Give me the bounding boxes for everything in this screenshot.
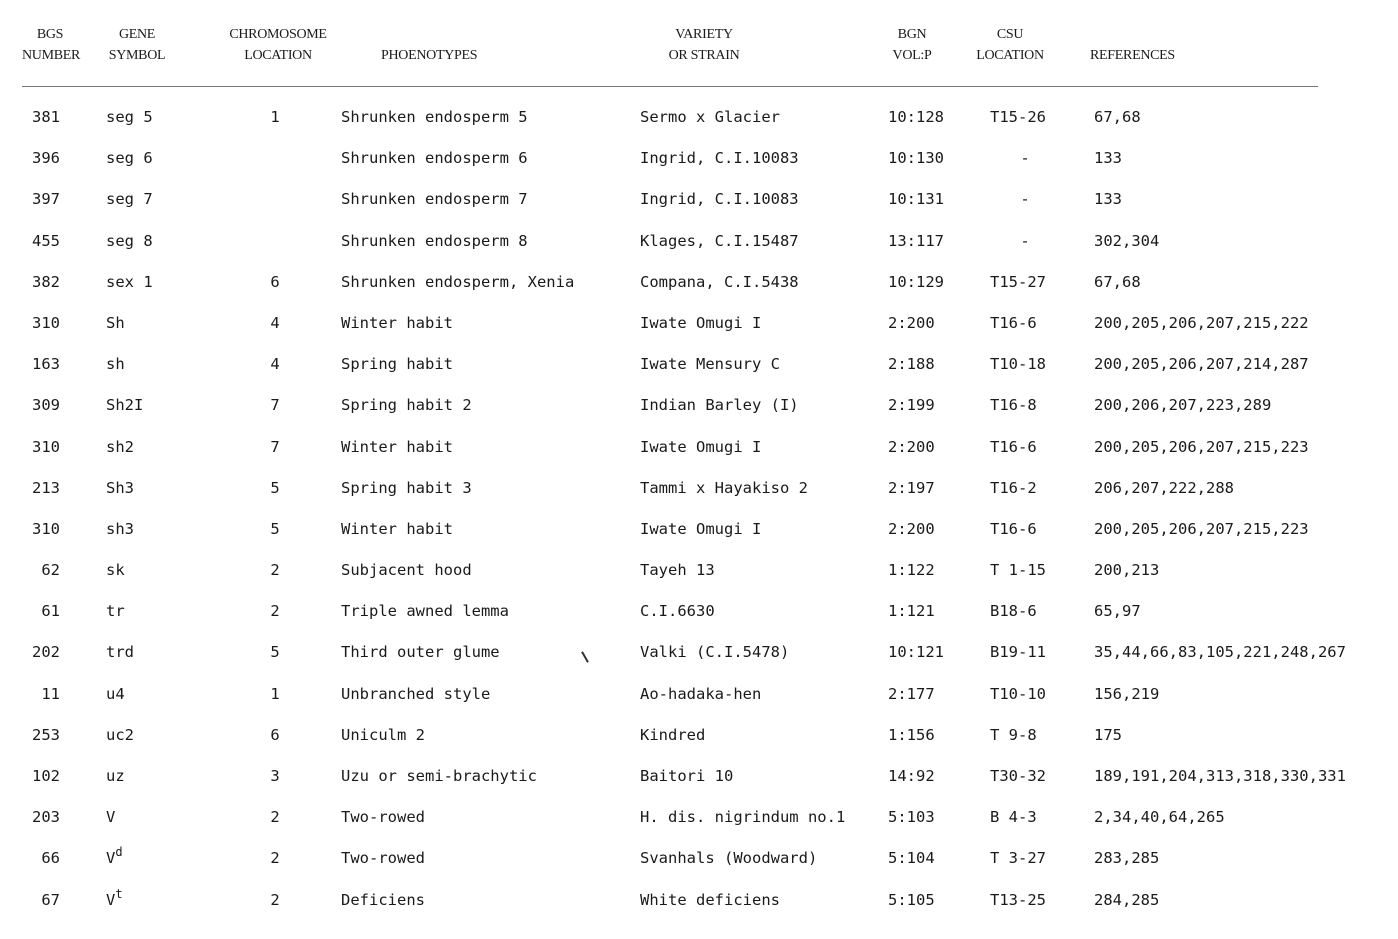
gene-symbol-text: seg 7	[106, 190, 153, 209]
table-row	[0, 642, 1398, 683]
gene-symbol-text: V	[106, 808, 116, 827]
chromosome-location-cell: 4	[270, 313, 280, 332]
gene-symbol-text: sh	[106, 355, 125, 374]
variety-cell: Sermo x Glacier	[640, 108, 780, 126]
gene-symbol-cell	[106, 807, 115, 827]
gene-symbol-text: uc2	[106, 725, 134, 744]
bgs-number-cell: 310	[32, 519, 60, 538]
references-cell: 189,191,204,313,318,330,331	[1094, 767, 1346, 785]
phenotype-cell: Winter habit	[341, 437, 453, 456]
gene-symbol-cell	[106, 601, 125, 621]
variety-cell: Valki (C.I.5478)	[640, 643, 790, 662]
table-row	[0, 766, 1398, 807]
table-row	[0, 601, 1398, 642]
header-phenotypes: PHOENOTYPES	[381, 48, 478, 63]
gene-symbol-cell	[106, 684, 125, 704]
table-row	[0, 437, 1398, 478]
variety-cell: Iwate Omugi I	[640, 437, 762, 456]
gene-symbol-cell	[106, 886, 123, 910]
table-row	[0, 886, 1398, 931]
chromosome-location-cell: 2	[270, 890, 280, 909]
csu-location-cell: T10-18	[990, 355, 1046, 374]
gene-symbol-text: V	[106, 849, 116, 868]
csu-location-cell: T16-8	[990, 396, 1037, 415]
phenotype-cell: Shrunken endosperm, Xenia	[341, 272, 575, 291]
table-row	[0, 189, 1398, 230]
gene-symbol-text: Sh2I	[106, 396, 144, 415]
bgn-vol-cell: 13:117	[888, 231, 944, 250]
variety-cell: H. dis. nigrindum no.1	[640, 808, 846, 827]
bgs-number-cell: 396	[32, 149, 60, 168]
references-cell: 200,206,207,223,289	[1094, 396, 1272, 415]
references-cell: 133	[1094, 190, 1122, 209]
variety-cell: White deficiens	[640, 890, 780, 909]
variety-cell: Iwate Omugi I	[640, 519, 762, 538]
bgn-vol-cell: 10:121	[888, 643, 944, 662]
table-row	[0, 107, 1398, 148]
table-row	[0, 478, 1398, 519]
phenotype-cell: Winter habit	[341, 519, 453, 538]
phenotype-cell: Uniculm 2	[341, 725, 425, 744]
bgs-number-cell: 382	[32, 272, 60, 291]
gene-symbol-text: seg 5	[106, 108, 153, 126]
csu-location-cell: B18-6	[990, 602, 1037, 621]
phenotype-cell: Two-rowed	[341, 808, 425, 827]
bgs-number-cell: 102	[32, 767, 60, 785]
references-cell: 133	[1094, 149, 1122, 168]
bgs-number-cell: 381	[32, 108, 60, 126]
phenotype-cell: Spring habit	[341, 355, 453, 374]
bgn-vol-cell: 10:128	[888, 108, 944, 126]
gene-symbol-cell	[106, 354, 125, 374]
csu-location-cell: T16-2	[990, 478, 1037, 497]
phenotype-cell: Spring habit 3	[341, 478, 472, 497]
csu-location-cell: T15-26	[990, 108, 1046, 126]
bgn-vol-cell: 1:121	[888, 602, 935, 621]
bgn-vol-cell: 2:200	[888, 519, 935, 538]
chromosome-location-cell: 7	[270, 437, 280, 456]
gene-symbol-cell	[106, 437, 134, 457]
variety-cell: Compana, C.I.5438	[640, 272, 799, 291]
header-chromosome-location: CHROMOSOME LOCATION	[229, 27, 327, 63]
phenotype-cell: Deficiens	[341, 890, 425, 909]
references-cell: 200,205,206,207,214,287	[1094, 355, 1309, 374]
variety-cell: Ao-hadaka-hen	[640, 684, 762, 703]
references-cell: 67,68	[1094, 272, 1141, 291]
table-row	[0, 807, 1398, 848]
bgs-number-cell: 253	[32, 725, 60, 744]
gene-symbol-cell	[106, 272, 153, 292]
references-cell: 200,213	[1094, 561, 1160, 580]
bgn-vol-cell: 2:177	[888, 684, 935, 703]
phenotype-cell: Third outer glume	[341, 643, 500, 662]
gene-symbol-text: Sh	[106, 313, 125, 332]
variety-cell: Iwate Omugi I	[640, 313, 762, 332]
table-row	[0, 395, 1398, 436]
bgs-number-cell: 11	[41, 684, 60, 703]
references-cell: 67,68	[1094, 108, 1141, 126]
bgn-vol-cell: 2:200	[888, 313, 935, 332]
bgn-vol-cell: 2:200	[888, 437, 935, 456]
csu-location-cell: T13-25	[990, 890, 1046, 909]
table-row	[0, 272, 1398, 313]
variety-cell: Ingrid, C.I.10083	[640, 190, 799, 209]
bgn-vol-cell: 1:156	[888, 725, 935, 744]
gene-symbol-cell	[106, 107, 153, 127]
variety-cell: Baitori 10	[640, 767, 734, 785]
bgn-vol-cell: 2:188	[888, 355, 935, 374]
references-cell: 35,44,66,83,105,221,248,267	[1094, 643, 1346, 662]
bgn-vol-cell: 14:92	[888, 767, 935, 785]
references-cell: 200,205,206,207,215,223	[1094, 519, 1309, 538]
gene-symbol-text: trd	[106, 643, 134, 662]
gene-symbol-cell	[106, 519, 134, 539]
gene-symbol-text: uz	[106, 767, 125, 785]
variety-cell: Ingrid, C.I.10083	[640, 149, 799, 168]
bgs-number-cell: 213	[32, 478, 60, 497]
bgs-number-cell: 61	[41, 602, 60, 621]
gene-symbol-text: tr	[106, 602, 125, 621]
chromosome-location-cell: 3	[270, 767, 280, 785]
bgn-vol-cell: 2:199	[888, 396, 935, 415]
header-csu-location: CSU LOCATION	[976, 27, 1044, 63]
references-cell: 156,219	[1094, 684, 1160, 703]
variety-cell: Iwate Mensury C	[640, 355, 780, 374]
gene-symbol-cell	[106, 845, 123, 868]
gene-symbol-text: sk	[106, 561, 125, 580]
phenotype-cell: Shrunken endosperm 8	[341, 231, 528, 250]
references-cell: 200,205,206,207,215,223	[1094, 437, 1309, 456]
references-cell: 284,285	[1094, 890, 1160, 909]
table-row	[0, 560, 1398, 601]
bgs-number-cell: 455	[32, 231, 60, 250]
chromosome-location-cell: 6	[270, 725, 280, 744]
csu-location-cell: T 1-15	[990, 561, 1046, 580]
bgn-vol-cell: 10:130	[888, 149, 944, 168]
csu-location-cell: T 3-27	[990, 849, 1046, 868]
chromosome-location-cell: 1	[270, 108, 280, 126]
bgs-number-cell: 203	[32, 808, 60, 827]
csu-location-cell: -	[1020, 190, 1030, 209]
csu-location-cell: -	[1020, 149, 1030, 168]
gene-symbol-text: V	[106, 890, 116, 909]
variety-cell: Kindred	[640, 725, 706, 744]
csu-location-cell: T 9-8	[990, 725, 1037, 744]
bgn-vol-cell: 1:122	[888, 561, 935, 580]
csu-location-cell: T16-6	[990, 313, 1037, 332]
gene-symbol-superscript: t	[115, 886, 123, 901]
chromosome-location-cell: 2	[270, 602, 280, 621]
gene-symbol-cell	[106, 478, 134, 498]
references-cell: 283,285	[1094, 849, 1160, 868]
table-row	[0, 231, 1398, 272]
header-bgs-number: BGS NUMBER	[22, 27, 81, 63]
phenotype-cell: Shrunken endosperm 7	[341, 190, 528, 209]
references-cell: 2,34,40,64,265	[1094, 808, 1225, 827]
phenotype-cell: Subjacent hood	[341, 561, 472, 580]
chromosome-location-cell: 5	[270, 643, 280, 662]
gene-symbol-superscript: d	[115, 845, 123, 860]
chromosome-location-cell: 4	[270, 355, 280, 374]
chromosome-location-cell: 2	[270, 561, 280, 580]
phenotype-cell: Two-rowed	[341, 849, 425, 868]
table-row	[0, 725, 1398, 766]
csu-location-cell: T16-6	[990, 437, 1037, 456]
phenotype-cell: Winter habit	[341, 313, 453, 332]
gene-symbol-text: sh2	[106, 437, 134, 456]
table-row	[0, 519, 1398, 560]
table-row	[0, 684, 1398, 725]
bgs-number-cell: 163	[32, 355, 60, 374]
chromosome-location-cell: 6	[270, 272, 280, 291]
csu-location-cell: T15-27	[990, 272, 1046, 291]
bgs-number-cell: 310	[32, 313, 60, 332]
bgn-vol-cell: 10:131	[888, 190, 944, 209]
phenotype-cell: Spring habit 2	[341, 396, 472, 415]
variety-cell: Svanhals (Woodward)	[640, 849, 818, 868]
phenotype-cell: Unbranched style	[341, 684, 491, 703]
references-cell: 65,97	[1094, 602, 1141, 621]
gene-symbol-cell	[106, 148, 153, 168]
bgs-number-cell: 62	[41, 561, 60, 580]
header-gene-symbol: GENE SYMBOL	[108, 27, 166, 63]
gene-symbol-cell	[106, 642, 134, 662]
phenotype-cell: Shrunken endosperm 6	[341, 149, 528, 168]
variety-cell: Klages, C.I.15487	[640, 231, 799, 250]
gene-symbol-text: sex 1	[106, 272, 153, 291]
bgs-number-cell: 310	[32, 437, 60, 456]
chromosome-location-cell: 5	[270, 519, 280, 538]
csu-location-cell: T30-32	[990, 767, 1046, 785]
gene-symbol-text: seg 8	[106, 231, 153, 250]
chromosome-location-cell: 2	[270, 808, 280, 827]
csu-location-cell: B 4-3	[990, 808, 1037, 827]
gene-symbol-cell	[106, 395, 143, 415]
variety-cell: C.I.6630	[640, 602, 715, 621]
bgs-number-cell: 67	[41, 890, 60, 909]
gene-symbol-text: u4	[106, 684, 125, 703]
bgn-vol-cell: 5:105	[888, 890, 935, 909]
table-row	[0, 313, 1398, 354]
bgn-vol-cell: 10:129	[888, 272, 944, 291]
gene-symbol-cell	[106, 560, 125, 580]
csu-location-cell: B19-11	[990, 643, 1046, 662]
header-bgn-vol-p: BGN VOL:P	[892, 27, 932, 63]
csu-location-cell: T10-10	[990, 684, 1046, 703]
variety-cell: Tammi x Hayakiso 2	[640, 478, 808, 497]
variety-cell: Tayeh 13	[640, 561, 715, 580]
gene-symbol-cell	[106, 766, 125, 786]
bgs-number-cell: 66	[41, 849, 60, 868]
csu-location-cell: -	[1020, 231, 1030, 250]
gene-symbol-cell	[106, 313, 125, 333]
bgn-vol-cell: 5:104	[888, 849, 935, 868]
chromosome-location-cell: 5	[270, 478, 280, 497]
bgn-vol-cell: 2:197	[888, 478, 935, 497]
phenotype-cell: Triple awned lemma	[341, 602, 509, 621]
header-variety-or-strain: VARIETY OR STRAIN	[668, 27, 740, 63]
bgs-number-cell: 202	[32, 643, 60, 662]
bgs-number-cell: 397	[32, 190, 60, 209]
gene-symbol-text: seg 6	[106, 149, 153, 168]
gene-symbol-text: sh3	[106, 519, 134, 538]
chromosome-location-cell: 7	[270, 396, 280, 415]
bgs-number-cell: 309	[32, 396, 60, 415]
phenotype-cell: Shrunken endosperm 5	[341, 108, 528, 126]
references-cell: 206,207,222,288	[1094, 478, 1234, 497]
references-cell: 302,304	[1094, 231, 1160, 250]
gene-symbol-cell	[106, 189, 153, 209]
references-cell: 200,205,206,207,215,222	[1094, 313, 1309, 332]
header-divider	[22, 86, 1318, 87]
references-cell: 175	[1094, 725, 1122, 744]
bgn-vol-cell: 5:103	[888, 808, 935, 827]
phenotype-cell: Uzu or semi-brachytic	[341, 767, 537, 785]
variety-cell: Indian Barley (I)	[640, 396, 799, 415]
table-header	[0, 24, 1398, 74]
gene-symbol-cell	[106, 725, 134, 745]
table-row	[0, 845, 1398, 889]
table-body	[0, 107, 1398, 931]
gene-symbol-cell	[106, 231, 153, 251]
chromosome-location-cell: 1	[270, 684, 280, 703]
gene-symbol-text: Sh3	[106, 478, 134, 497]
table-row	[0, 354, 1398, 395]
csu-location-cell: T16-6	[990, 519, 1037, 538]
header-references: REFERENCES	[1090, 48, 1175, 63]
table-row	[0, 148, 1398, 189]
chromosome-location-cell: 2	[270, 849, 280, 868]
